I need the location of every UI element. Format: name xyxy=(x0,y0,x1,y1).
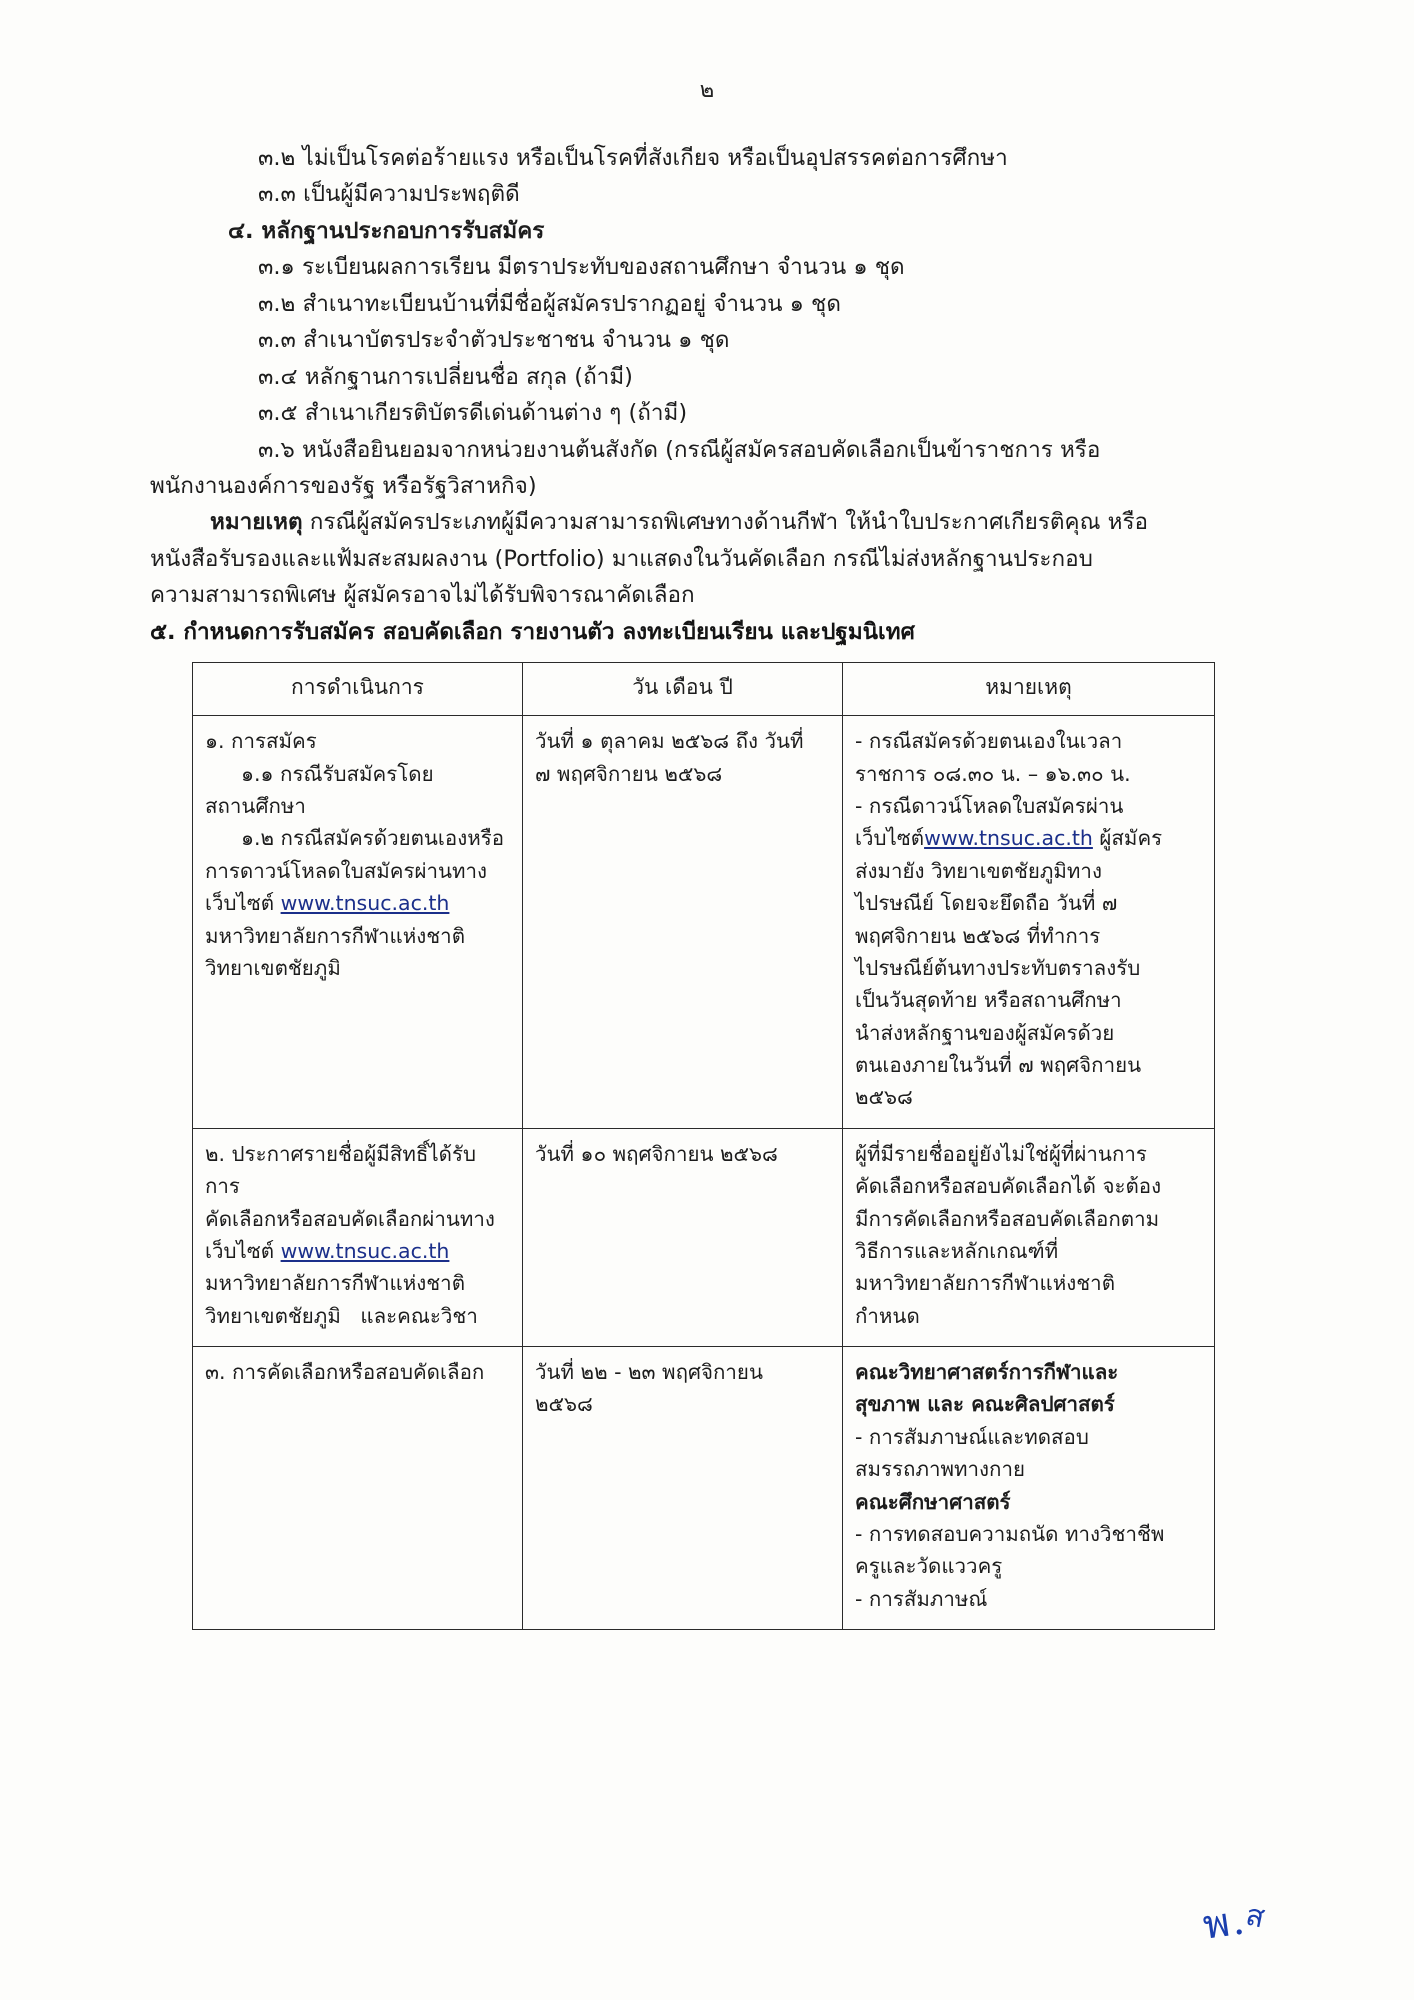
cell-line: เป็นวันสุดท้าย หรือสถานศึกษา xyxy=(855,988,1122,1013)
body-line: ๓.๔ หลักฐานการเปลี่ยนชื่อ สกุล (ถ้ามี) xyxy=(258,363,633,390)
cell-line: ตนเองภายในวันที่ ๗ พฤศจิกายน xyxy=(855,1053,1142,1078)
handwritten-signature-mark: ส xyxy=(1242,1897,1268,1936)
cell-process-3 xyxy=(193,1347,523,1630)
body-lines-block xyxy=(150,140,1270,504)
cell-line-text: เว็บไซต์ xyxy=(205,891,281,916)
website-link[interactable]: www.tnsuc.ac.th xyxy=(924,826,1093,851)
body-line: ๓.๒ ไม่เป็นโรคต่อร้ายแรง หรือเป็นโรคที่สังเกียจ หรือเป็นอุปสรรคต่อการศึกษา xyxy=(258,145,1008,171)
table-row xyxy=(193,1347,1215,1630)
cell-line: คณะศึกษาศาสตร์ xyxy=(855,1489,1011,1514)
cell-line-with-link xyxy=(855,822,1202,854)
body-line: ๓.๕ สำเนาเกียรติบัตรดีเด่นด้านต่าง ๆ (ถ้ามี) xyxy=(258,400,688,427)
cell-line: ๑.๑ กรณีรับสมัครโดย xyxy=(241,761,434,786)
cell-line: กำหนด xyxy=(855,1303,920,1328)
cell-line: นำส่งหลักฐานของผู้สมัครด้วย xyxy=(855,1020,1115,1045)
cell-line-text: เว็บไซต์ xyxy=(205,1238,281,1263)
note-line-3: ความสามารถพิเศษ ผู้สมัครอาจไม่ได้รับพิจารณาคัดเลือก xyxy=(150,582,695,609)
cell-line: - กรณีดาวน์โหลดใบสมัครผ่าน xyxy=(855,794,1124,819)
cell-line: ๒. ประกาศรายชื่อผู้มีสิทธิ์ได้รับการ xyxy=(205,1141,476,1199)
column-header-process: การดำเนินการ xyxy=(193,663,523,716)
cell-line: คณะวิทยาศาสตร์การกีฬาและ xyxy=(855,1360,1119,1385)
section-heading-4: ๔. หลักฐานประกอบการรับสมัคร xyxy=(228,217,545,244)
column-header-remark: หมายเหตุ xyxy=(843,663,1215,716)
body-line: ๓.๖ หนังสือยินยอมจากหน่วยงานต้นสังกัด (กรณีผู้สมัครสอบคัดเลือกเป็นข้าราชการ หรือ xyxy=(258,436,1101,463)
note-line-1: กรณีผู้สมัครประเภทผู้มีความสามารถพิเศษทางด้านกีฬา ให้นำใบประกาศเกียรติคุณ หรือ xyxy=(302,509,1149,536)
cell-line: พฤศจิกายน ๒๕๖๘ ที่ทำการ xyxy=(855,923,1101,948)
body-line: ๓.๓ สำเนาบัตรประจำตัวประชาชน จำนวน ๑ ชุด xyxy=(258,327,730,354)
cell-line: - การสัมภาษณ์และทดสอบ xyxy=(855,1424,1089,1449)
table-row xyxy=(193,716,1215,1129)
column-header-date: วัน เดือน ปี xyxy=(523,663,843,716)
cell-line: มีการคัดเลือกหรือสอบคัดเลือกตาม xyxy=(855,1206,1160,1231)
cell-remark-3 xyxy=(843,1347,1215,1630)
document-body xyxy=(150,140,1270,1630)
cell-line: การดาวน์โหลดใบสมัครผ่านทาง xyxy=(205,858,488,883)
cell-line-with-link xyxy=(205,1235,510,1267)
handwritten-signature: พ. xyxy=(1200,1897,1250,1949)
cell-line: มหาวิทยาลัยการกีฬาแห่งชาติ xyxy=(205,923,466,948)
body-line: ๓.๒ สำเนาทะเบียนบ้านที่มีชื่อผู้สมัครปรากฏอยู่ จำนวน ๑ ชุด xyxy=(258,290,841,317)
cell-date-2 xyxy=(523,1128,843,1346)
page-number: ๒ xyxy=(699,78,715,103)
cell-remark-1 xyxy=(843,716,1215,1129)
cell-line-text: เว็บไซต์ xyxy=(855,826,925,851)
cell-line: ๓. การคัดเลือกหรือสอบคัดเลือก xyxy=(205,1360,485,1385)
cell-line: ๒๕๖๘ xyxy=(535,1392,593,1417)
cell-line: มหาวิทยาลัยการกีฬาแห่งชาติ xyxy=(205,1271,466,1296)
body-line: ๓.๑ ระเบียนผลการเรียน มีตราประทับของสถานศึกษา จำนวน ๑ ชุด xyxy=(258,254,905,281)
cell-line-with-link xyxy=(205,887,510,919)
cell-remark-2 xyxy=(843,1128,1215,1346)
schedule-table xyxy=(192,662,1215,1630)
cell-date-1 xyxy=(523,716,843,1129)
cell-line: ๑.๒ กรณีสมัครด้วยตนเองหรือ xyxy=(241,826,505,851)
cell-line: - การสัมภาษณ์ xyxy=(855,1586,988,1611)
cell-line: สมรรถภาพทางกาย xyxy=(855,1457,1025,1482)
cell-line: วันที่ ๑๐ พฤศจิกายน ๒๕๖๘ xyxy=(535,1141,778,1166)
cell-process-2 xyxy=(193,1128,523,1346)
cell-line: ๑. การสมัคร xyxy=(205,729,317,754)
section-heading-5: ๕. กำหนดการรับสมัคร สอบคัดเลือก รายงานตัว ลงทะเบียนเรียน และปฐมนิเทศ xyxy=(150,618,915,645)
cell-line: วันที่ ๒๒ - ๒๓ พฤศจิกายน xyxy=(535,1360,763,1385)
cell-line: วิทยาเขตชัยภูมิ และคณะวิชา xyxy=(205,1303,478,1328)
cell-line: สถานศึกษา xyxy=(205,794,306,819)
cell-line: ส่งมายัง วิทยาเขตชัยภูมิทาง xyxy=(855,858,1102,883)
cell-line: คัดเลือกหรือสอบคัดเลือกได้ จะต้อง xyxy=(855,1174,1162,1199)
cell-line: สุขภาพ และ คณะศิลปศาสตร์ xyxy=(855,1392,1115,1417)
body-line: พนักงานองค์การของรัฐ หรือรัฐวิสาหกิจ) xyxy=(150,472,537,499)
note-paragraph xyxy=(150,504,1270,540)
cell-date-3 xyxy=(523,1347,843,1630)
cell-line: ผู้ที่มีรายชื่ออยู่ยังไม่ใช่ผู้ที่ผ่านการ xyxy=(855,1141,1147,1166)
cell-line: ไปรษณีย์ต้นทางประทับตราลงรับ xyxy=(855,955,1141,980)
cell-line: ๒๕๖๘ xyxy=(855,1085,913,1110)
cell-process-1 xyxy=(193,716,523,1129)
cell-line: วิทยาเขตชัยภูมิ xyxy=(205,955,341,980)
body-line: ๓.๓ เป็นผู้มีความประพฤติดี xyxy=(258,181,520,208)
note-label: หมายเหตุ xyxy=(210,509,303,536)
cell-line: คัดเลือกหรือสอบคัดเลือกผ่านทาง xyxy=(205,1206,495,1231)
cell-line: วิธีการและหลักเกณฑ์ที่ xyxy=(855,1238,1059,1263)
website-link[interactable]: www.tnsuc.ac.th xyxy=(280,1238,450,1263)
cell-line: ไปรษณีย์ โดยจะยึดถือ วันที่ ๗ xyxy=(855,891,1118,916)
table-row xyxy=(193,1128,1215,1346)
table-header-row xyxy=(193,663,1215,716)
cell-line: มหาวิทยาลัยการกีฬาแห่งชาติ xyxy=(855,1271,1116,1296)
cell-line: วันที่ ๑ ตุลาคม ๒๕๖๘ ถึง วันที่ xyxy=(535,729,804,754)
website-link[interactable]: www.tnsuc.ac.th xyxy=(280,891,450,916)
cell-line-text-after: ผู้สมัคร xyxy=(1092,826,1163,851)
cell-line: - การทดสอบความถนัด ทางวิชาชีพ xyxy=(855,1521,1165,1546)
cell-line: - กรณีสมัครด้วยตนเองในเวลา xyxy=(855,729,1123,754)
cell-line: ๗ พฤศจิกายน ๒๕๖๘ xyxy=(535,761,723,786)
cell-line: ราชการ ๐๘.๓๐ น. – ๑๖.๓๐ น. xyxy=(855,761,1131,786)
note-line-2: หนังสือรับรองและแฟ้มสะสมผลงาน (Portfolio) มาแสดงในวันคัดเลือก กรณีไม่ส่งหลักฐานประกอบ xyxy=(150,545,1093,572)
cell-line: ครูและวัดแววครู xyxy=(855,1554,1003,1579)
